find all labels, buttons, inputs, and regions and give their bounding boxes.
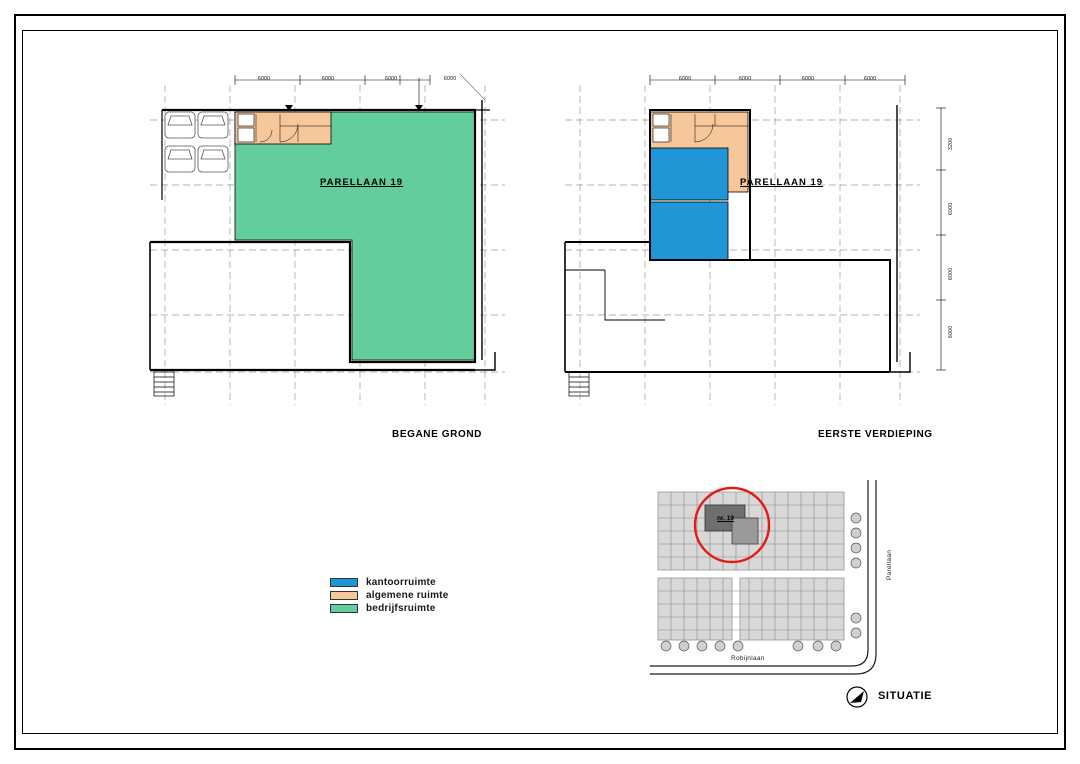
dim-ev-1: 6000 xyxy=(679,76,692,82)
unit-label-eerste-verdieping: PARELLAAN 19 xyxy=(740,177,824,188)
dim-ev-r3: 6000 xyxy=(948,267,954,280)
plan-begane-grond xyxy=(130,60,530,420)
dim-bg-1: 6000 xyxy=(258,76,271,82)
situation-map xyxy=(640,470,940,720)
dim-ev-2: 6000 xyxy=(739,76,752,82)
unit-label-begane-grond: PARELLAAN 19 xyxy=(320,177,404,188)
legend-label-bedrijfsruimte: bedrijfsruimte xyxy=(366,603,436,614)
situation-unit-label: nr. 19 xyxy=(717,515,734,522)
legend-label-algemene-ruimte: algemene ruimte xyxy=(366,590,449,601)
dim-ev-r4: 6000 xyxy=(948,325,954,338)
dim-bg-3: 6000 xyxy=(385,76,398,82)
legend-swatch-kantoorruimte xyxy=(330,578,358,587)
dim-bg-2: 6000 xyxy=(322,76,335,82)
dim-ev-4: 6000 xyxy=(864,76,877,82)
dim-ev-r2: 6000 xyxy=(948,202,954,215)
dim-bg-4: 6000 xyxy=(444,76,457,82)
legend-item-algemene-ruimte xyxy=(330,589,448,602)
legend-label-kantoorruimte: kantoorruimte xyxy=(366,577,436,588)
legend xyxy=(330,576,448,615)
plan-eerste-verdieping xyxy=(545,60,965,420)
legend-swatch-algemene-ruimte xyxy=(330,591,358,600)
dim-ev-3: 6000 xyxy=(802,76,815,82)
caption-eerste-verdieping: EERSTE VERDIEPING xyxy=(818,429,933,440)
legend-item-kantoorruimte xyxy=(330,576,448,589)
north-arrow-icon xyxy=(845,685,869,709)
situation-caption: SITUATIE xyxy=(878,690,933,702)
legend-item-bedrijfsruimte xyxy=(330,602,448,615)
legend-swatch-bedrijfsruimte xyxy=(330,604,358,613)
street-label-robijnlaan: Robijnlaan xyxy=(731,655,765,662)
caption-begane-grond: BEGANE GROND xyxy=(392,429,482,440)
dim-ev-r1: 3200 xyxy=(948,137,954,150)
street-label-parellaan: Parellaan xyxy=(886,549,893,580)
